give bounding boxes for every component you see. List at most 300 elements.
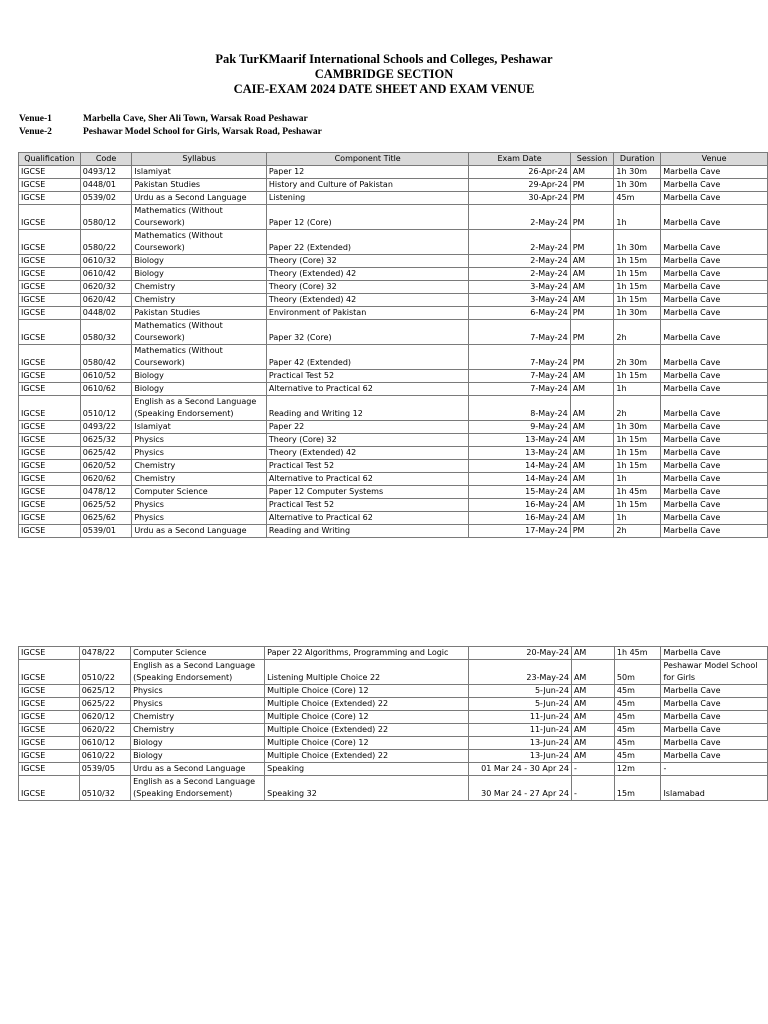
table-row (19, 750, 768, 763)
exam-date-cell: 2-May-24 (469, 255, 570, 268)
exam-date-cell: 15-May-24 (469, 486, 570, 499)
venue-cell: Marbella Cave (661, 421, 768, 434)
exam-date-cell: 13-May-24 (469, 434, 570, 447)
syllabus-cell: Biology (131, 737, 265, 750)
table-row (19, 525, 768, 538)
session-cell: AM (570, 499, 614, 512)
syllabus-cell: Chemistry (132, 460, 267, 473)
qualification-cell: IGCSE (19, 383, 81, 396)
exam-date-cell: 16-May-24 (469, 512, 570, 525)
session-cell: PM (570, 179, 614, 192)
venue-1 (19, 113, 322, 126)
qualification-cell: IGCSE (19, 750, 80, 763)
qualification-cell: IGCSE (19, 255, 81, 268)
qualification-cell: IGCSE (19, 166, 81, 179)
session-cell: AM (570, 370, 614, 383)
qualification-cell: IGCSE (19, 460, 81, 473)
code-cell: 0620/62 (80, 473, 132, 486)
code-cell: 0510/22 (79, 660, 130, 685)
session-cell: AM (571, 737, 614, 750)
syllabus-cell: Computer Science (131, 647, 265, 660)
table-row (19, 294, 768, 307)
venue-cell: Marbella Cave (661, 255, 768, 268)
exam-date-cell: 16-May-24 (469, 499, 570, 512)
exam-date-cell: 2-May-24 (469, 230, 570, 255)
component-title-cell: Multiple Choice (Core) 12 (265, 685, 469, 698)
syllabus-cell: English as a Second Language (Speaking Endorsement) (131, 776, 265, 801)
exam-date-cell: 8-May-24 (469, 396, 570, 421)
exam-date-cell: 7-May-24 (469, 345, 570, 370)
code-cell: 0610/12 (79, 737, 130, 750)
qualification-cell: IGCSE (19, 499, 81, 512)
exam-date-cell: 11-Jun-24 (469, 711, 572, 724)
exam-date-cell: 5-Jun-24 (469, 698, 572, 711)
component-title-cell: Theory (Extended) 42 (266, 294, 469, 307)
session-cell: PM (570, 320, 614, 345)
component-title-cell: Practical Test 52 (266, 460, 469, 473)
venue-cell: Marbella Cave (661, 525, 768, 538)
duration-cell: 1h 15m (614, 268, 661, 281)
session-cell: AM (570, 421, 614, 434)
exam-date-cell: 23-May-24 (469, 660, 572, 685)
syllabus-cell: Mathematics (Without Coursework) (132, 345, 267, 370)
venue-cell: Marbella Cave (661, 396, 768, 421)
qualification-cell: IGCSE (19, 370, 81, 383)
venue-cell: Islamabad (661, 776, 768, 801)
session-cell: PM (570, 307, 614, 320)
code-cell: 0610/52 (80, 370, 132, 383)
column-header: Component Title (266, 153, 469, 166)
session-cell: AM (570, 166, 614, 179)
duration-cell: 1h 30m (614, 421, 661, 434)
venue-cell: Marbella Cave (661, 320, 768, 345)
table-row (19, 370, 768, 383)
exam-date-cell: 01 Mar 24 - 30 Apr 24 (469, 763, 572, 776)
code-cell: 0625/22 (79, 698, 130, 711)
duration-cell: 1h 15m (614, 434, 661, 447)
qualification-cell: IGCSE (19, 763, 80, 776)
venue-cell: Marbella Cave (661, 166, 768, 179)
duration-cell: 1h 15m (614, 370, 661, 383)
session-cell: AM (571, 660, 614, 685)
duration-cell: 1h 45m (614, 647, 661, 660)
exam-date-cell: 26-Apr-24 (469, 166, 570, 179)
column-header: Exam Date (469, 153, 570, 166)
venue-label: Venue-2 (19, 127, 52, 137)
table-row (19, 255, 768, 268)
exam-date-cell: 7-May-24 (469, 383, 570, 396)
qualification-cell: IGCSE (19, 268, 81, 281)
venue-cell: Marbella Cave (661, 473, 768, 486)
component-title-cell: Reading and Writing 12 (266, 396, 469, 421)
syllabus-cell: Urdu as a Second Language (132, 525, 267, 538)
venue-cell: Marbella Cave (661, 294, 768, 307)
syllabus-cell: Pakistan Studies (132, 179, 267, 192)
duration-cell: 1h (614, 205, 661, 230)
exam-date-cell: 13-May-24 (469, 447, 570, 460)
syllabus-cell: Chemistry (132, 473, 267, 486)
syllabus-cell: Biology (132, 268, 267, 281)
exam-date-cell: 14-May-24 (469, 460, 570, 473)
code-cell: 0625/62 (80, 512, 132, 525)
syllabus-cell: Chemistry (132, 281, 267, 294)
table-row (19, 230, 768, 255)
component-title-cell: Theory (Core) 32 (266, 434, 469, 447)
duration-cell: 45m (614, 737, 661, 750)
syllabus-cell: Mathematics (Without Coursework) (132, 205, 267, 230)
code-cell: 0580/12 (80, 205, 132, 230)
qualification-cell: IGCSE (19, 447, 81, 460)
venue-cell: Marbella Cave (661, 460, 768, 473)
exam-date-cell: 30-Apr-24 (469, 192, 570, 205)
table-row (19, 473, 768, 486)
qualification-cell: IGCSE (19, 192, 81, 205)
venue-cell: Marbella Cave (661, 447, 768, 460)
table-row (19, 166, 768, 179)
venue-cell: Marbella Cave (661, 737, 768, 750)
code-cell: 0620/42 (80, 294, 132, 307)
table-row (19, 307, 768, 320)
venue-cell: Marbella Cave (661, 685, 768, 698)
venue-cell: Marbella Cave (661, 192, 768, 205)
venue-cell: Marbella Cave (661, 205, 768, 230)
table-row (19, 281, 768, 294)
code-cell: 0610/22 (79, 750, 130, 763)
syllabus-cell: Computer Science (132, 486, 267, 499)
exam-date-cell: 5-Jun-24 (469, 685, 572, 698)
qualification-cell: IGCSE (19, 776, 80, 801)
duration-cell: 2h (614, 396, 661, 421)
code-cell: 0620/32 (80, 281, 132, 294)
exam-date-cell: 13-Jun-24 (469, 750, 572, 763)
qualification-cell: IGCSE (19, 473, 81, 486)
duration-cell: 1h (614, 512, 661, 525)
table-row (19, 711, 768, 724)
code-cell: 0448/02 (80, 307, 132, 320)
session-cell: AM (570, 460, 614, 473)
venue-cell: Marbella Cave (661, 268, 768, 281)
session-cell: AM (570, 434, 614, 447)
header-row (19, 153, 768, 166)
syllabus-cell: Mathematics (Without Coursework) (132, 320, 267, 345)
table-row (19, 724, 768, 737)
duration-cell: 45m (614, 698, 661, 711)
component-title-cell: Paper 22 (Extended) (266, 230, 469, 255)
component-title-cell: Alternative to Practical 62 (266, 473, 469, 486)
code-cell: 0478/22 (79, 647, 130, 660)
syllabus-cell: Urdu as a Second Language (132, 192, 267, 205)
component-title-cell: Multiple Choice (Extended) 22 (265, 750, 469, 763)
session-cell: AM (570, 281, 614, 294)
session-cell: AM (570, 255, 614, 268)
session-cell: PM (570, 525, 614, 538)
qualification-cell: IGCSE (19, 737, 80, 750)
code-cell: 0610/32 (80, 255, 132, 268)
syllabus-cell: Islamiyat (132, 421, 267, 434)
component-title-cell: Theory (Core) 32 (266, 281, 469, 294)
table-row (19, 660, 768, 685)
syllabus-cell: Urdu as a Second Language (131, 763, 265, 776)
syllabus-cell: Pakistan Studies (132, 307, 267, 320)
venue-cell: Marbella Cave (661, 711, 768, 724)
table-row (19, 421, 768, 434)
qualification-cell: IGCSE (19, 711, 80, 724)
syllabus-cell: Physics (132, 499, 267, 512)
component-title-cell: Paper 12 (Core) (266, 205, 469, 230)
session-cell: - (571, 776, 614, 801)
exam-date-cell: 14-May-24 (469, 473, 570, 486)
session-cell: PM (570, 345, 614, 370)
session-cell: AM (570, 512, 614, 525)
qualification-cell: IGCSE (19, 294, 81, 307)
table-row (19, 763, 768, 776)
column-header: Code (80, 153, 132, 166)
duration-cell: 1h 30m (614, 307, 661, 320)
venue-cell: - (661, 763, 768, 776)
qualification-cell: IGCSE (19, 434, 81, 447)
duration-cell: 1h (614, 383, 661, 396)
venue-list (19, 113, 322, 139)
code-cell: 0580/42 (80, 345, 132, 370)
session-cell: AM (570, 473, 614, 486)
venue-cell: Marbella Cave (661, 179, 768, 192)
component-title-cell: Multiple Choice (Core) 12 (265, 737, 469, 750)
syllabus-cell: Mathematics (Without Coursework) (132, 230, 267, 255)
syllabus-cell: Physics (131, 698, 265, 711)
table-row (19, 776, 768, 801)
exam-schedule-table-1 (18, 152, 768, 538)
table-row (19, 345, 768, 370)
qualification-cell: IGCSE (19, 647, 80, 660)
syllabus-cell: English as a Second Language (Speaking Endorsement) (132, 396, 267, 421)
session-cell: AM (570, 486, 614, 499)
column-header: Qualification (19, 153, 81, 166)
duration-cell: 45m (614, 685, 661, 698)
table-row (19, 383, 768, 396)
session-cell: PM (570, 230, 614, 255)
venue-place: Marbella Cave, Sher Ali Town, Warsak Road Peshawar (83, 114, 308, 124)
table-row (19, 320, 768, 345)
syllabus-cell: Biology (132, 255, 267, 268)
duration-cell: 1h 15m (614, 499, 661, 512)
table-row (19, 685, 768, 698)
session-cell: PM (570, 192, 614, 205)
code-cell: 0539/05 (79, 763, 130, 776)
component-title-cell: Paper 22 Algorithms, Programming and Logic (265, 647, 469, 660)
qualification-cell: IGCSE (19, 698, 80, 711)
qualification-cell: IGCSE (19, 320, 81, 345)
session-cell: AM (571, 698, 614, 711)
component-title-cell: Speaking 32 (265, 776, 469, 801)
duration-cell: 1h 15m (614, 281, 661, 294)
session-cell: AM (570, 383, 614, 396)
session-cell: AM (570, 396, 614, 421)
duration-cell: 2h (614, 525, 661, 538)
component-title-cell: Paper 12 Computer Systems (266, 486, 469, 499)
component-title-cell: History and Culture of Pakistan (266, 179, 469, 192)
table-row (19, 460, 768, 473)
qualification-cell: IGCSE (19, 724, 80, 737)
syllabus-cell: Chemistry (131, 724, 265, 737)
qualification-cell: IGCSE (19, 486, 81, 499)
qualification-cell: IGCSE (19, 230, 81, 255)
session-cell: AM (571, 647, 614, 660)
code-cell: 0539/02 (80, 192, 132, 205)
column-header: Syllabus (132, 153, 267, 166)
exam-schedule-table-2 (18, 646, 768, 801)
code-cell: 0510/12 (80, 396, 132, 421)
duration-cell: 45m (614, 192, 661, 205)
qualification-cell: IGCSE (19, 307, 81, 320)
duration-cell: 1h 30m (614, 179, 661, 192)
code-cell: 0620/52 (80, 460, 132, 473)
syllabus-cell: Biology (131, 750, 265, 763)
component-title-cell: Paper 42 (Extended) (266, 345, 469, 370)
table-row (19, 512, 768, 525)
component-title-cell: Paper 12 (266, 166, 469, 179)
component-title-cell: Theory (Core) 32 (266, 255, 469, 268)
duration-cell: 1h 45m (614, 486, 661, 499)
venue-cell: Marbella Cave (661, 512, 768, 525)
component-title-cell: Listening Multiple Choice 22 (265, 660, 469, 685)
duration-cell: 50m (614, 660, 661, 685)
venue-cell: Marbella Cave (661, 281, 768, 294)
venue-label: Venue-1 (19, 114, 52, 124)
table-row (19, 268, 768, 281)
code-cell: 0625/12 (79, 685, 130, 698)
component-title-cell: Practical Test 52 (266, 499, 469, 512)
session-cell: AM (571, 685, 614, 698)
venue-cell: Marbella Cave (661, 434, 768, 447)
syllabus-cell: Chemistry (131, 711, 265, 724)
venue-cell: Marbella Cave (661, 750, 768, 763)
exam-date-cell: 2-May-24 (469, 205, 570, 230)
document-header (0, 52, 768, 97)
code-cell: 0610/42 (80, 268, 132, 281)
qualification-cell: IGCSE (19, 205, 81, 230)
component-title-cell: Listening (266, 192, 469, 205)
component-title-cell: Theory (Extended) 42 (266, 447, 469, 460)
exam-date-cell: 9-May-24 (469, 421, 570, 434)
qualification-cell: IGCSE (19, 660, 80, 685)
component-title-cell: Paper 32 (Core) (266, 320, 469, 345)
duration-cell: 1h 15m (614, 447, 661, 460)
table-row (19, 192, 768, 205)
exam-date-cell: 3-May-24 (469, 294, 570, 307)
duration-cell: 2h (614, 320, 661, 345)
venue-cell: Marbella Cave (661, 307, 768, 320)
qualification-cell: IGCSE (19, 512, 81, 525)
qualification-cell: IGCSE (19, 345, 81, 370)
table-row (19, 396, 768, 421)
table-row (19, 447, 768, 460)
syllabus-cell: Islamiyat (132, 166, 267, 179)
column-header: Duration (614, 153, 661, 166)
session-cell: PM (570, 205, 614, 230)
table-row (19, 647, 768, 660)
duration-cell: 1h (614, 473, 661, 486)
duration-cell: 45m (614, 750, 661, 763)
exam-date-cell: 3-May-24 (469, 281, 570, 294)
code-cell: 0448/01 (80, 179, 132, 192)
exam-date-cell: 29-Apr-24 (469, 179, 570, 192)
code-cell: 0620/22 (79, 724, 130, 737)
qualification-cell: IGCSE (19, 281, 81, 294)
component-title-cell: Reading and Writing (266, 525, 469, 538)
session-cell: AM (570, 294, 614, 307)
code-cell: 0493/22 (80, 421, 132, 434)
duration-cell: 2h 30m (614, 345, 661, 370)
table-row (19, 434, 768, 447)
syllabus-cell: Physics (132, 434, 267, 447)
code-cell: 0625/42 (80, 447, 132, 460)
exam-date-cell: 30 Mar 24 - 27 Apr 24 (469, 776, 572, 801)
syllabus-cell: Physics (132, 512, 267, 525)
exam-date-cell: 6-May-24 (469, 307, 570, 320)
exam-date-cell: 7-May-24 (469, 370, 570, 383)
session-cell: AM (571, 724, 614, 737)
syllabus-cell: Physics (131, 685, 265, 698)
component-title-cell: Multiple Choice (Extended) 22 (265, 698, 469, 711)
table-row (19, 179, 768, 192)
venue-2 (19, 126, 322, 139)
component-title-cell: Practical Test 52 (266, 370, 469, 383)
code-cell: 0478/12 (80, 486, 132, 499)
code-cell: 0625/32 (80, 434, 132, 447)
duration-cell: 45m (614, 711, 661, 724)
venue-cell: Marbella Cave (661, 647, 768, 660)
venue-cell: Marbella Cave (661, 499, 768, 512)
qualification-cell: IGCSE (19, 396, 81, 421)
table-row (19, 499, 768, 512)
session-cell: AM (570, 268, 614, 281)
code-cell: 0580/22 (80, 230, 132, 255)
syllabus-cell: Biology (132, 370, 267, 383)
component-title-cell: Speaking (265, 763, 469, 776)
qualification-cell: IGCSE (19, 685, 80, 698)
exam-date-cell: 13-Jun-24 (469, 737, 572, 750)
table-row (19, 205, 768, 230)
session-cell: AM (570, 447, 614, 460)
code-cell: 0610/62 (80, 383, 132, 396)
session-cell: - (571, 763, 614, 776)
syllabus-cell: Biology (132, 383, 267, 396)
venue-cell: Marbella Cave (661, 724, 768, 737)
code-cell: 0620/12 (79, 711, 130, 724)
component-title-cell: Alternative to Practical 62 (266, 512, 469, 525)
venue-cell: Marbella Cave (661, 698, 768, 711)
exam-date-cell: 7-May-24 (469, 320, 570, 345)
syllabus-cell: Physics (132, 447, 267, 460)
qualification-cell: IGCSE (19, 525, 81, 538)
exam-date-cell: 20-May-24 (469, 647, 572, 660)
qualification-cell: IGCSE (19, 421, 81, 434)
venue-cell: Peshawar Model School for Girls (661, 660, 768, 685)
table-row (19, 698, 768, 711)
code-cell: 0493/12 (80, 166, 132, 179)
session-cell: AM (571, 711, 614, 724)
document-title: CAIE-EXAM 2024 DATE SHEET AND EXAM VENUE (233, 82, 535, 96)
duration-cell: 12m (614, 763, 661, 776)
venue-cell: Marbella Cave (661, 230, 768, 255)
component-title-cell: Alternative to Practical 62 (266, 383, 469, 396)
venue-place: Peshawar Model School for Girls, Warsak Road, Peshawar (83, 127, 322, 137)
component-title-cell: Theory (Extended) 42 (266, 268, 469, 281)
duration-cell: 1h 15m (614, 460, 661, 473)
code-cell: 0580/32 (80, 320, 132, 345)
exam-date-cell: 2-May-24 (469, 268, 570, 281)
code-cell: 0625/52 (80, 499, 132, 512)
